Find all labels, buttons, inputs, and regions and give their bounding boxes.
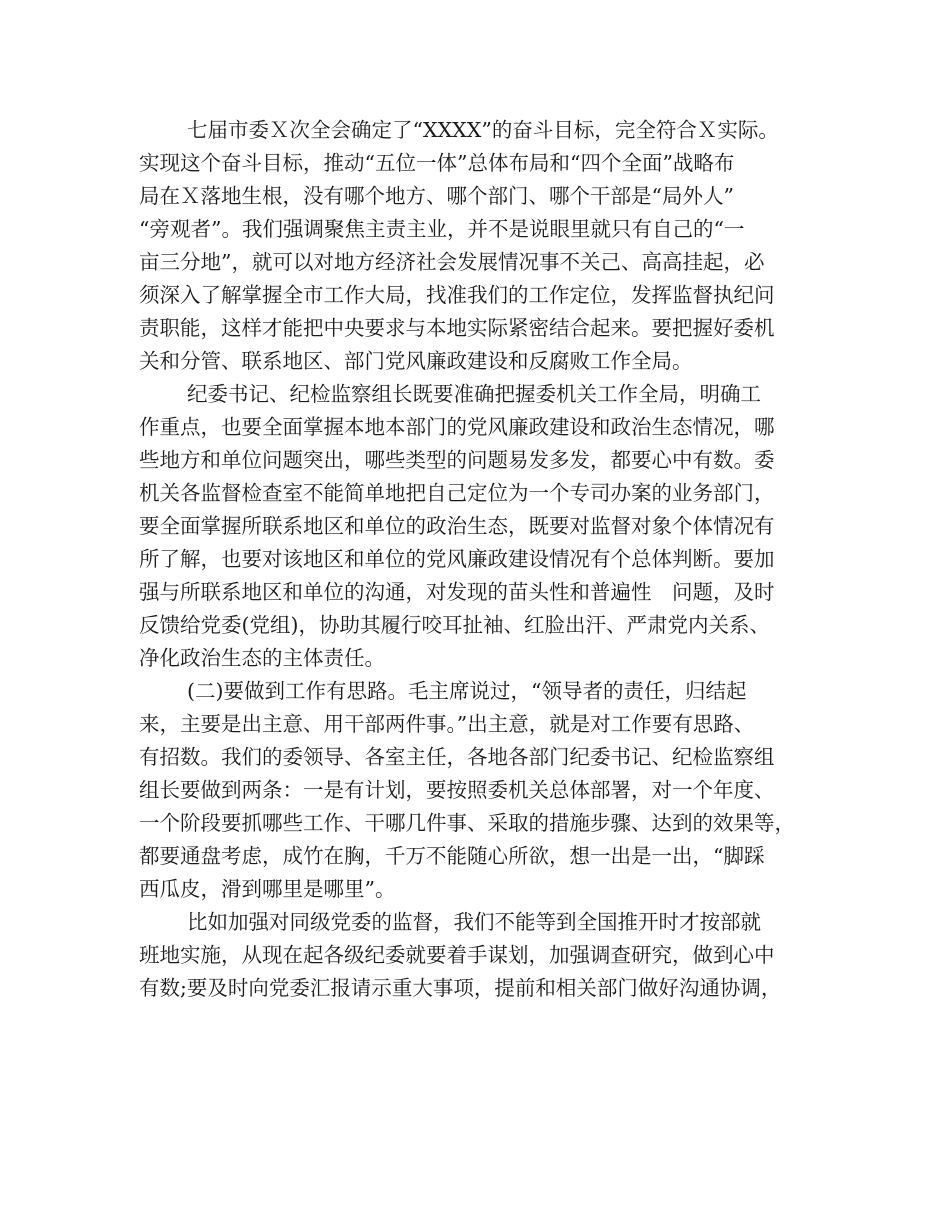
paragraph-2-line-6: 所了解，也要对该地区和单位的党风廉政建设情况有个总体判断。要加 (139, 547, 775, 571)
paragraph-3-line-5: 一个阶段要抓哪些工作、干哪几件事、采取的措施步骤、达到的效果等， (139, 811, 795, 835)
paragraph-2-line-2: 作重点，也要全面掌握本地本部门的党风廉政建设和政治生态情况，哪 (139, 415, 775, 439)
paragraph-3-line-6: 都要通盘考虑，成竹在胸，千万不能随心所欲，想一出是一出，“脚踩 (139, 844, 765, 868)
paragraph-1-line-8: 关和分管、联系地区、部门党风廉政建设和反腐败工作全局。 (139, 349, 693, 373)
paragraph-2-line-7: 强与所联系地区和单位的沟通，对发现的苗头性和普遍性 问题，及时 (139, 580, 775, 604)
paragraph-4-line-1: 比如加强对同级党委的监督，我们不能等到全国推开时才按部就 (187, 910, 761, 934)
paragraph-1-line-3: 局在Ｘ落地生根，没有哪个地方、哪个部门、哪个干部是“局外人” (139, 184, 734, 208)
paragraph-2-line-1: 纪委书记、纪检监察组长既要准确把握委机关工作全局，明确工 (187, 382, 761, 406)
paragraph-1-line-6: 须深入了解掌握全市工作大局，找准我们的工作定位，发挥监督执纪问 (139, 283, 775, 307)
paragraph-2-line-9: 净化政治生态的主体责任。 (139, 646, 385, 670)
paragraph-3-line-3: 有招数。我们的委领导、各室主任，各地各部门纪委书记、纪检监察组 (139, 745, 775, 769)
paragraph-3-line-1: (二)要做到工作有思路。毛主席说过，“领导者的责任，归结起 (187, 679, 747, 703)
paragraph-2-line-5: 要全面掌握所联系地区和单位的政治生态，既要对监督对象个体情况有 (139, 514, 775, 538)
paragraph-3-line-4: 组长要做到两条：一是有计划，要按照委机关总体部署，对一个年度、 (139, 778, 775, 802)
paragraph-2-line-3: 些地方和单位问题突出，哪些类型的问题易发多发，都要心中有数。委 (139, 448, 775, 472)
paragraph-2-line-4: 机关各监督检查室不能简单地把自己定位为一个专司办案的业务部门， (139, 481, 775, 505)
paragraph-4-line-2: 班地实施，从现在起各级纪委就要着手谋划，加强调查研究，做到心中 (139, 943, 775, 967)
paragraph-1-line-5: 亩三分地”，就可以对地方经济社会发展情况事不关己、高高挂起，必 (139, 250, 765, 274)
paragraph-1-line-2: 实现这个奋斗目标，推动“五位一体”总体布局和“四个全面”战略布 (139, 151, 735, 175)
paragraph-1-line-1: 七届市委Ｘ次全会确定了“XXXX”的奋斗目标，完全符合Ｘ实际。 (187, 118, 779, 142)
paragraph-3-line-2: 来，主要是出主意、用干部两件事。”出主意，就是对工作要有思路、 (139, 712, 755, 736)
paragraph-3-line-7: 西瓜皮，滑到哪里是哪里”。 (139, 877, 396, 901)
paragraph-2-line-8: 反馈给党委(党组)，协助其履行咬耳扯袖、红脸出汗、严肃党内关系、 (139, 613, 770, 637)
paragraph-1-line-4: “旁观者”。我们强调聚焦主责主业，并不是说眼里就只有自己的“一 (139, 217, 745, 241)
paragraph-1-line-7: 责职能，这样才能把中央要求与本地实际紧密结合起来。要把握好委机 (139, 316, 775, 340)
paragraph-4-line-3: 有数;要及时向党委汇报请示重大事项，提前和相关部门做好沟通协调， (139, 976, 782, 1000)
